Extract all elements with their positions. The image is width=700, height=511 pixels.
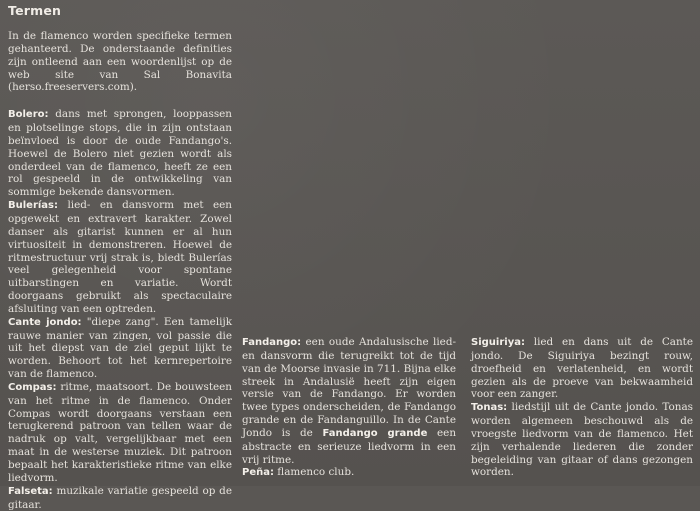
- column-right: [471, 336, 693, 479]
- entry-tonas: [471, 401, 693, 479]
- term-label: Falseta:: [8, 485, 53, 497]
- term-label: Peña:: [242, 467, 274, 479]
- entry-cante-jondo: [8, 316, 232, 381]
- term-definition-rest: een abstracte en serieuze liedvorm in een vrij ritme.: [242, 426, 457, 466]
- page-title: Termen: [8, 3, 62, 18]
- term-definition: liedstijl uit de Cante jondo. Tonas worden algemeen beschouwd als de vroegste liedvorm van de flamenco. Het zijn verhalende liederen die zonder begeleiding van gitaar of dans gezongen worden.: [471, 401, 693, 479]
- term-label: Tonas:: [471, 402, 508, 414]
- entry-bulerias: [8, 199, 232, 316]
- term-definition: ritme, maatsoort. De bouwsteen van het ritme in de flamenco. Onder Compas wordt doorgaans verstaan een terugkerend patroon van tellen waar de nadruk op valt, vergelijkbaar met een maat in de westerse muziek. Dit patroon bepaalt het karakteristieke ritme van elke liedvorm.: [8, 380, 232, 484]
- term-definition: "diepe zang". Een tamelijk rauwe manier van zingen, vol passie die uit het diepst van de ziel geput lijkt te worden. Behoort tot het kernrepertoire van de flamenco.: [8, 315, 232, 381]
- term-label: Bolero:: [8, 109, 49, 121]
- website-link[interactable]: herso.freeservers.com: [12, 81, 130, 94]
- term-definition: dans met sprongen, looppassen en plotselinge stops, die in zijn ontstaan beïnvloed is door de oude Fandango's. Hoewel de Bolero niet gezien wordt als onderdeel van de flamenco, heeft ze een rol gespeeld in de ontwikkeling van sommige bekende dansvormen.: [8, 108, 232, 199]
- term-definition: lied- en dansvorm met een opgewekt en extravert karakter. Zowel danser als gitarist kunnen er al hun virtuositeit in demonstreren. Hoewel de ritmestructuur vrij strak is, biedt Bulerías veel gelegenheid voor spontane uitbarstingen en variatie. Wordt doorgaans gebruikt als spectaculaire afsluiting van een optreden.: [8, 199, 232, 315]
- term-definition: flamenco club.: [273, 466, 355, 479]
- entry-bolero: [8, 108, 232, 199]
- term-emphasis: Fandango grande: [322, 427, 428, 439]
- intro-text: In de flamenco worden specifieke termen gehanteerd. De onderstaande definities zijn ontleend aan een woordenlijst op de web site van Sal Bonavita (: [8, 30, 232, 94]
- term-label: Compas:: [8, 381, 57, 393]
- term-definition: lied en dans uit de Cante jondo. De Siguiriya bezingt rouw, droefheid en verlatenheid, en wordt gezien als de proeve van bekwaamheid voor een zanger.: [471, 336, 693, 401]
- entry-fandango: [242, 336, 456, 466]
- entry-falseta: [8, 485, 232, 511]
- entry-compas: [8, 381, 232, 485]
- term-label: Siguiriya:: [471, 337, 525, 348]
- term-label: Cante jondo:: [8, 316, 82, 328]
- intro-paragraph: [8, 30, 232, 94]
- entry-pena: [242, 466, 456, 480]
- term-definition: een oude Andalusische lied- en dansvorm die terugreikt tot de tijd van de Moorse invasie in 711. Bijna elke streek in Andalusië heeft zijn eigen versie van de Fandango. Er worden twee types onderscheiden, de Fandango grande en de Fandanguillo. In de Cante Jondo is de: [242, 336, 456, 439]
- term-label: Bulerías:: [8, 200, 59, 212]
- term-definition: muzikale variatie gespeeld op de gitaar.: [8, 484, 232, 511]
- column-middle: [242, 336, 456, 480]
- entry-siguiriya: [471, 336, 693, 401]
- term-label: Fandango:: [242, 337, 302, 348]
- intro-after: ).: [129, 81, 138, 94]
- column-left: [8, 30, 232, 511]
